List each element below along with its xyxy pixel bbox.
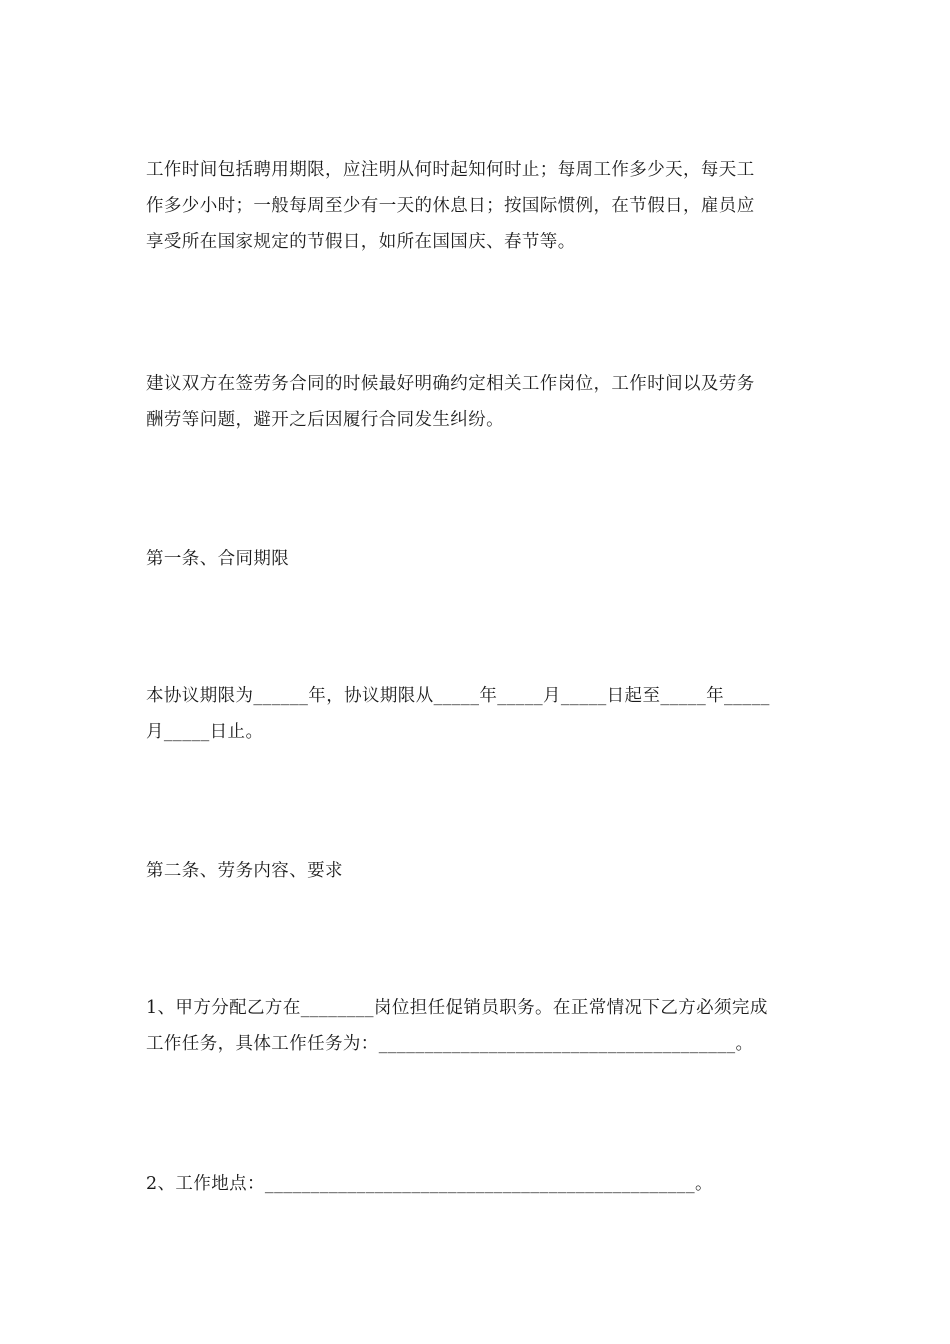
text-line: 2、工作地点：_______________________________________________。 [146, 1174, 713, 1194]
text-line: 本协议期限为______年，协议期限从_____年_____月_____日起至_____年_____ [146, 686, 770, 706]
paragraph-term-period [146, 678, 808, 750]
text-line: 工作时间包括聘用期限，应注明从何时起知何时止；每周工作多少天，每天工 [146, 160, 755, 180]
text-line: 第一条、合同期限 [146, 549, 290, 569]
text-line: 建议双方在签劳务合同的时候最好明确约定相关工作岗位，工作时间以及劳务 [146, 374, 755, 394]
text-line: 作多少小时；一般每周至少有一天的休息日；按国际惯例，在节假日，雇员应 [146, 196, 755, 216]
text-line: 工作任务，具体工作任务为：_______________________________________。 [146, 1034, 754, 1054]
text-line: 酬劳等问题，避开之后因履行合同发生纠纷。 [146, 410, 504, 430]
text-line: 月_____日止。 [146, 722, 264, 742]
section-heading-labor-content [146, 853, 808, 889]
text-line: 第二条、劳务内容、要求 [146, 861, 343, 881]
text-line: 享受所在国家规定的节假日，如所在国国庆、春节等。 [146, 232, 576, 252]
paragraph-clause-1 [146, 990, 808, 1062]
paragraph-working-hours [146, 152, 808, 260]
text-line: 1、甲方分配乙方在________岗位担任促销员职务。在正常情况下乙方必须完成 [146, 998, 768, 1018]
paragraph-clause-2 [146, 1166, 808, 1202]
section-heading-contract-term [146, 541, 808, 577]
paragraph-advice [146, 366, 808, 438]
